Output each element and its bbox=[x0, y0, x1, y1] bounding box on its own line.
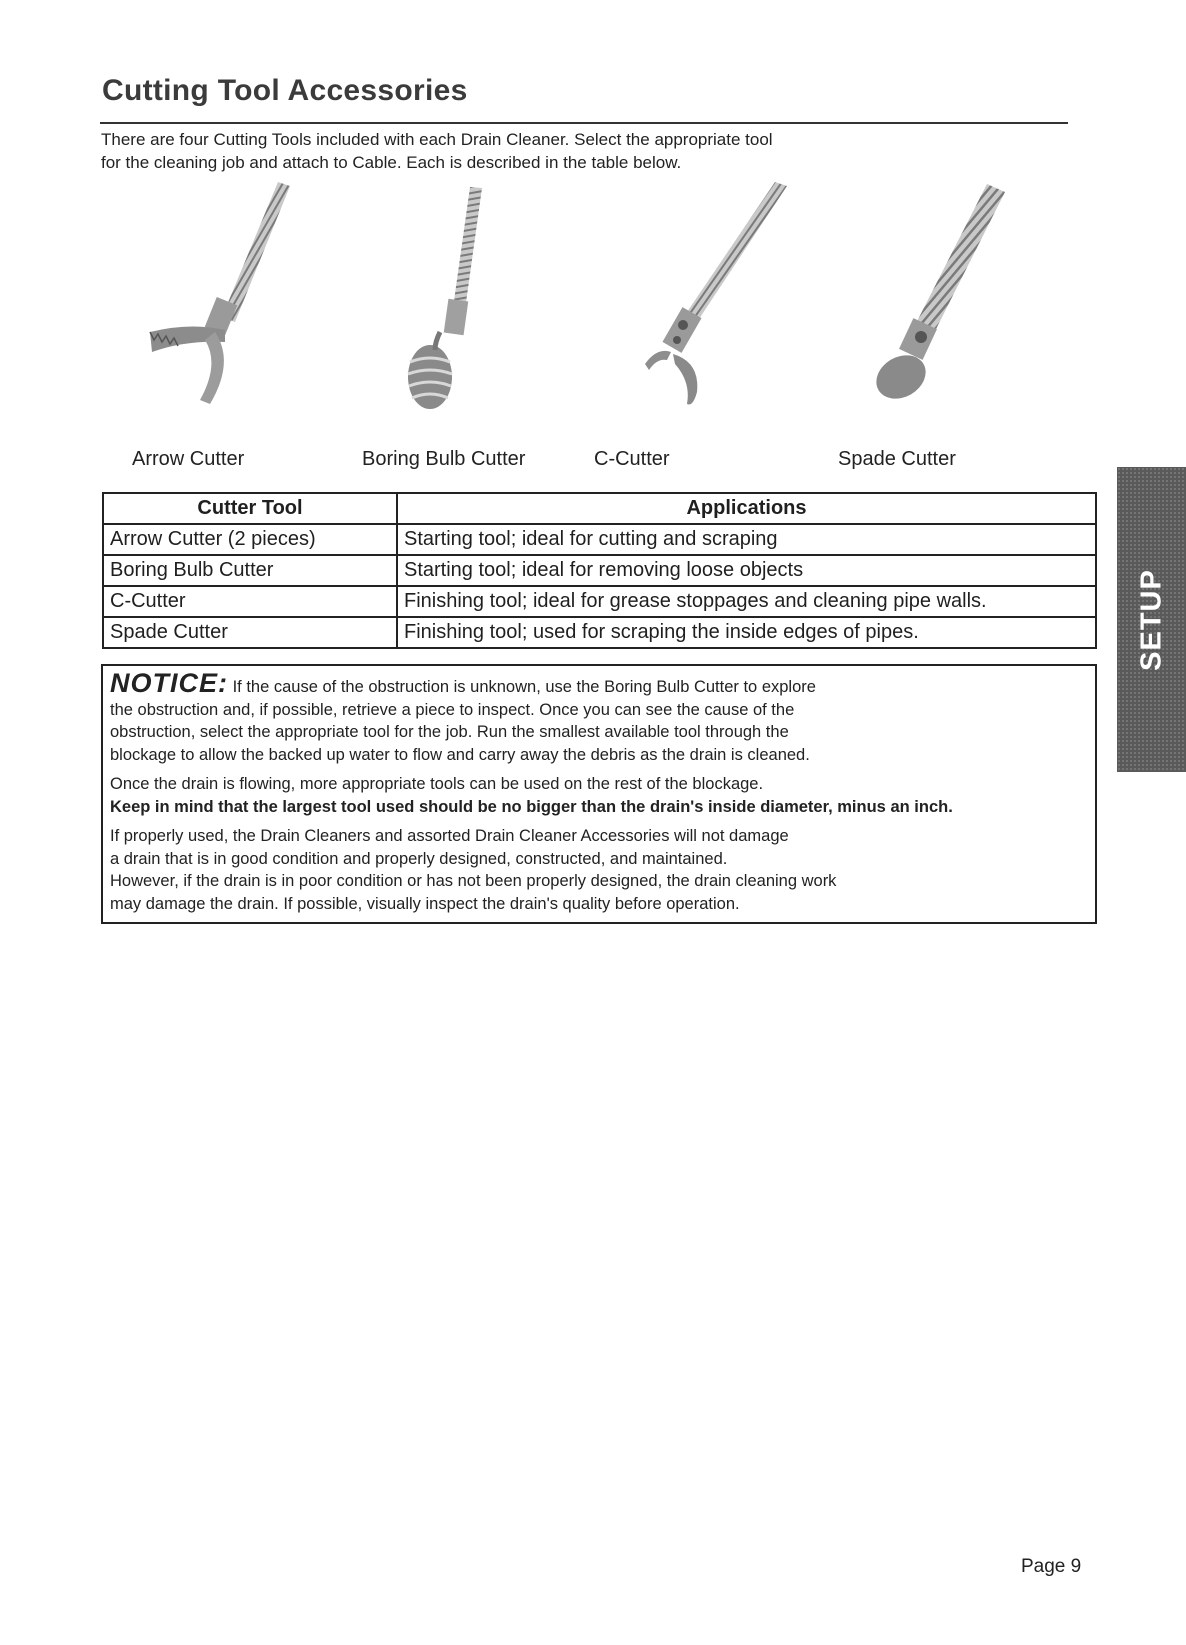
application-cell: Starting tool; ideal for removing loose objects bbox=[397, 555, 1096, 586]
cutter-tool-cell: Arrow Cutter (2 pieces) bbox=[103, 524, 397, 555]
section-tab bbox=[1117, 467, 1186, 772]
cutter-illustrations bbox=[100, 182, 1060, 472]
table-row bbox=[103, 586, 1096, 617]
notice-heading: NOTICE: bbox=[110, 668, 228, 698]
notice-text: obstruction, select the appropriate tool for the job. Run the smallest available tool through the bbox=[110, 723, 789, 741]
cutter-tool-cell: C-Cutter bbox=[103, 586, 397, 617]
cutter-table bbox=[102, 492, 1097, 649]
tool-caption: Boring Bulb Cutter bbox=[362, 448, 526, 470]
tool-caption: Arrow Cutter bbox=[132, 448, 245, 470]
notice-text: If the cause of the obstruction is unknown, use the Boring Bulb Cutter to explore bbox=[232, 678, 816, 696]
cutter-tool-cell: Spade Cutter bbox=[103, 617, 397, 648]
title-divider bbox=[100, 122, 1068, 124]
table-row bbox=[103, 555, 1096, 586]
intro-text bbox=[101, 128, 901, 174]
notice-text: a drain that is in good condition and properly designed, constructed, and maintained. bbox=[110, 849, 728, 868]
section-tab-label: SETUP bbox=[1135, 568, 1167, 671]
intro-line: There are four Cutting Tools included with each Drain Cleaner. Select the appropriate tool bbox=[101, 130, 773, 149]
spade-cutter-icon bbox=[865, 182, 1015, 427]
boring-bulb-cutter-icon bbox=[390, 182, 500, 427]
table-header-row bbox=[103, 493, 1096, 524]
column-header: Cutter Tool bbox=[103, 493, 397, 524]
application-cell: Finishing tool; ideal for grease stoppages and cleaning pipe walls. bbox=[397, 586, 1096, 617]
c-cutter-icon bbox=[605, 182, 805, 427]
application-cell: Starting tool; ideal for cutting and scraping bbox=[397, 524, 1096, 555]
notice-warning: Keep in mind that the largest tool used should be no bigger than the drain's inside diameter, minus an inch. bbox=[110, 797, 953, 816]
notice-text: Once the drain is flowing, more appropriate tools can be used on the rest of the blockage. bbox=[110, 775, 764, 793]
column-header: Applications bbox=[397, 493, 1096, 524]
cutter-tool-cell: Boring Bulb Cutter bbox=[103, 555, 397, 586]
intro-line: for the cleaning job and attach to Cable. Each is described in the table below. bbox=[101, 153, 682, 172]
tool-caption: Spade Cutter bbox=[838, 448, 956, 470]
notice-box bbox=[101, 664, 1097, 924]
page-number: Page 9 bbox=[1021, 1556, 1082, 1577]
tool-caption: C-Cutter bbox=[594, 448, 670, 470]
table-row bbox=[103, 524, 1096, 555]
page-title: Cutting Tool Accessories bbox=[102, 74, 468, 107]
arrow-cutter-icon bbox=[130, 182, 310, 427]
notice-text: may damage the drain. If possible, visually inspect the drain's quality before operation. bbox=[110, 894, 740, 913]
notice-text: If properly used, the Drain Cleaners and assorted Drain Cleaner Accessories will not damage bbox=[110, 827, 789, 845]
table-row bbox=[103, 617, 1096, 648]
notice-text: the obstruction and, if possible, retrieve a piece to inspect. Once you can see the cause of the bbox=[110, 700, 795, 719]
notice-text: blockage to allow the backed up water to flow and carry away the debris as the drain is cleaned. bbox=[110, 745, 810, 764]
application-cell: Finishing tool; used for scraping the inside edges of pipes. bbox=[397, 617, 1096, 648]
notice-text: However, if the drain is in poor condition or has not been properly designed, the drain cleaning work bbox=[110, 872, 837, 890]
